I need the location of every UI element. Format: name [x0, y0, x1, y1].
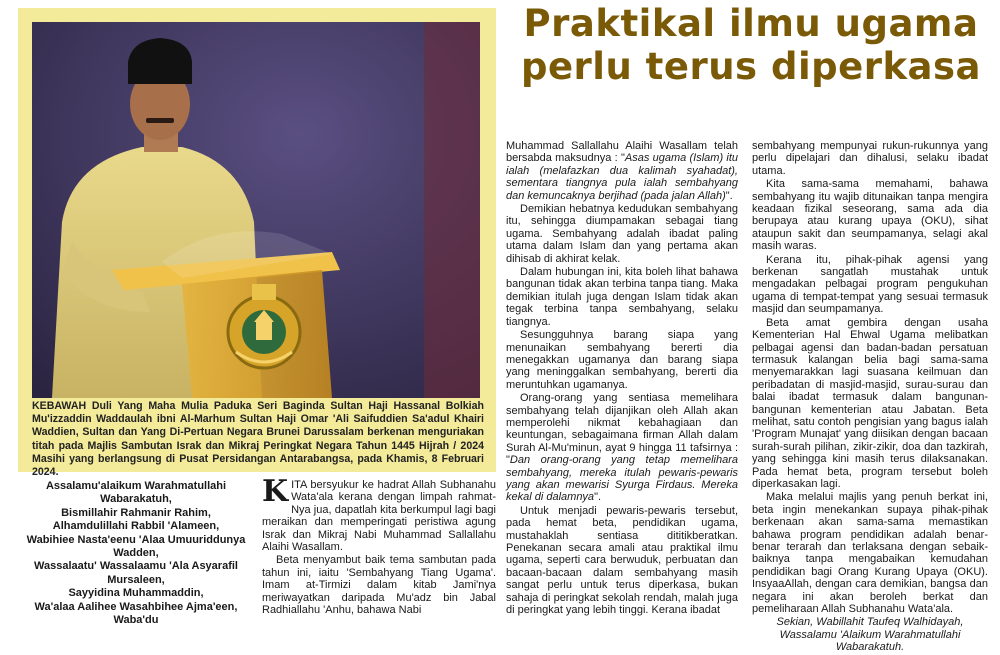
photo-frame — [18, 8, 496, 479]
hadith-quote: Asas ugama (Islam) itu ialah (melafazkan dua kalimah syahadat), sementara tiangnya pula ialah sembahyang dan kemuncaknya berjihad (pada jalan Allah) — [506, 152, 739, 202]
salam-line: Bismillahir Rahmanir Rahim, — [61, 506, 211, 519]
photo-caption: KEBAWAH Duli Yang Maha Mulia Paduka Seri Baginda Sultan Haji Hassanal Bolkiah Mu'izzaddin Waddaulah ibni Al-Marhum Sultan Haji Omar 'Ali Saifuddien Sa'adul Khairi Waddien, Sultan dan Yang Di-Pertuan Negara Brunei Darussalam berkenan menguriakan titah pada Majlis Sambutan Israk dan Mikraj Peringkat Negara Tahun 1445 Hijrah / 2024 Masihi yang berlangsung di Pusat Persidangan Antarabangsa, pada Khamis, 8 Februari 2024. — [32, 400, 484, 479]
paragraph-text: ". — [594, 491, 602, 504]
opening-paragraph — [262, 474, 496, 554]
news-photo — [32, 22, 480, 398]
headline: Praktikal ilmu ugama perlu terus diperkasa — [520, 2, 982, 88]
paragraph — [506, 392, 738, 504]
salam-line: Alhamdulillahi Rabbil 'Alameen, — [52, 520, 220, 533]
paragraph: Maka melalui majlis yang penuh berkat ini, beta ingin menekankan supaya pihak-pihak berkenaan akan sama-sama memastikan bahawa program pendidikan adalah benar-benar terarah dan terlaksana dengan sebaik-baiknya tanpa mengabaikan kemudahan pendidikan bagi Orang Kurang Upaya (OKU). InsyaaAllah, dengan cara demikian, bangsa dan negara ini akan beroleh berkat dan pemeliharaan Allah Subhanahu Wata'ala. — [752, 491, 988, 616]
sultan-at-podium-photo — [32, 22, 480, 398]
quran-quote: Dan orang-orang yang tetap memelihara sembahyang, mereka itulah pewaris-pewaris yang akan mewarisi Syurga Firdaus. Mereka kekal di dalamnya — [506, 454, 738, 504]
paragraph: sembahyang mempunyai rukun-rukunnya yang perlu dipelajari dan dihalusi, selaku ibadat utama. — [752, 140, 988, 177]
paragraph: Dalam hubungan ini, kita boleh lihat bahawa bangunan tidak akan terbina tanpa tiang. Maka demikian itulah juga dengan Islam tidak akan tegak terbina tanpa sembahyang, selaku tiangnya. — [506, 266, 738, 328]
salutation-block — [18, 480, 254, 627]
paragraph: Beta amat gembira dengan usaha Kementerian Hal Ehwal Ugama melibatkan pelbagai agensi dan badan-badan persatuan termasuk kalangan belia bagi sama-sama menyemarakkan lagi suasana keilmuan dan peribadatan di masjid-masjid, surau-surau dan balai ibadat termasuk dalam bangunan-bangunan kementerian atau Jabatan. Beta melihat, satu contoh pengisian yang bagus ialah 'Program Munajat' yang diisikan dengan bacaan surah-surah pilihan, zikir-zikir, doa dan tazkirah, yang sehingga kini masih terus dilaksanakan. Pada hemat beta, program tersebut boleh diperkasakan lagi. — [752, 316, 988, 490]
paragraph: Kerana itu, pihak-pihak agensi yang berkenan sangatlah mustahak untuk mengadakan pelbagai program pengukuhan ugama di tempat-tempat yang sesuai termasuk masjid dan seumpamanya. — [752, 253, 988, 316]
article-column-3 — [752, 140, 988, 655]
salam-line: Sayyidina Muhammaddin, — [68, 587, 204, 600]
paragraph-text: ". — [725, 189, 733, 202]
paragraph: Untuk menjadi pewaris-pewaris tersebut, pada hemat beta, pendidikan ugama, mustahaklah sentiasa dititikberatkan. Penekanan secara amali atau praktikal ilmu ugama, seperti cara berwuduk, perbuatan dan bacaan-bacaan dalam sembahyang masih sangat perlu untuk terus diperkasa, bukan sahaja di peringkat sekolah rendah, malah juga di peringkat yang lebih tinggi. Kerana ibadat — [506, 504, 738, 617]
paragraph: Kita sama-sama memahami, bahawa sembahyang itu wajib ditunaikan tanpa mengira keadaan fizikal seseorang, sama ada dia berupaya atau kurang upaya (OKU), sihat ataupun sakit dan seumpamanya, selagi akal masih waras. — [752, 178, 988, 253]
salam-line: Wabihiee Nasta'eenu 'Alaa Umuuriddunya Wadden, — [26, 533, 246, 560]
salam-line: Wa'alaa Aalihee Wasahbihee Ajma'een, Waba'du — [34, 600, 238, 627]
drop-cap: K — [262, 474, 289, 509]
article-column-1 — [262, 474, 496, 617]
paragraph-text: Orang-orang yang sentiasa memelihara sembahyang telah dijanjikan oleh Allah akan memperolehi nikmat kebahagiaan dan keuntungan, sebagaimana firman Allah dalam Surah Al-Mu'minun, ayat 9 hingga 11 tafsirnya : " — [506, 392, 738, 467]
paragraph: Sesungguhnya barang siapa yang menunaikan sembahyang bererti dia menegakkan ugamanya dan barang siapa yang meninggalkan sembahyang, bererti dia meruntuhkan ugamanya. — [506, 329, 738, 391]
salam-line: Wassalaatu' Wassalaamu 'Ala Asyarafil Mursaleen, — [34, 560, 238, 586]
paragraph-text: ITA bersyukur ke hadrat Allah Subhanahu Wata'ala kerana dengan limpah rahmat-Nya jua, dapatlah kita berkumpul lagi bagi meraikan dan memperingati peristiwa agung Israk dan Mikraj Nabi Muhammad Sallallahu Alaihi Wasallam. — [262, 479, 496, 554]
paragraph — [506, 140, 738, 202]
paragraph: Beta menyambut baik tema sambutan pada tahun ini, iaitu 'Sembahyang Tiang Ugama'. Imam at-Tirmizi dalam kitab Jami'nya meriwayatkan daripada Mu'adz bin Jabal Radhiallahu 'Anhu, bahawa Nabi — [262, 554, 496, 617]
salam-line: Assalamu'alaikum Warahmatullahi Wabarakatuh, — [45, 480, 227, 506]
article-column-2 — [506, 140, 738, 617]
paragraph-text: Muhammad Sallallahu Alaihi Wasallam telah bersabda maksudnya : " — [506, 140, 738, 165]
paragraph: Demikian hebatnya kedudukan sembahyang itu, sehingga diumpamakan sebagai tiang ugama. Sembahyang adalah ibadat paling utama dalam Islam dan yang pertama akan dihisab di akhirat kelak. — [506, 203, 738, 265]
closing-salutation: Sekian, Wabillahit Taufeq Walhidayah, Wassalamu 'Alaikum Warahmatullahi Wabarakatuh. — [776, 616, 964, 654]
